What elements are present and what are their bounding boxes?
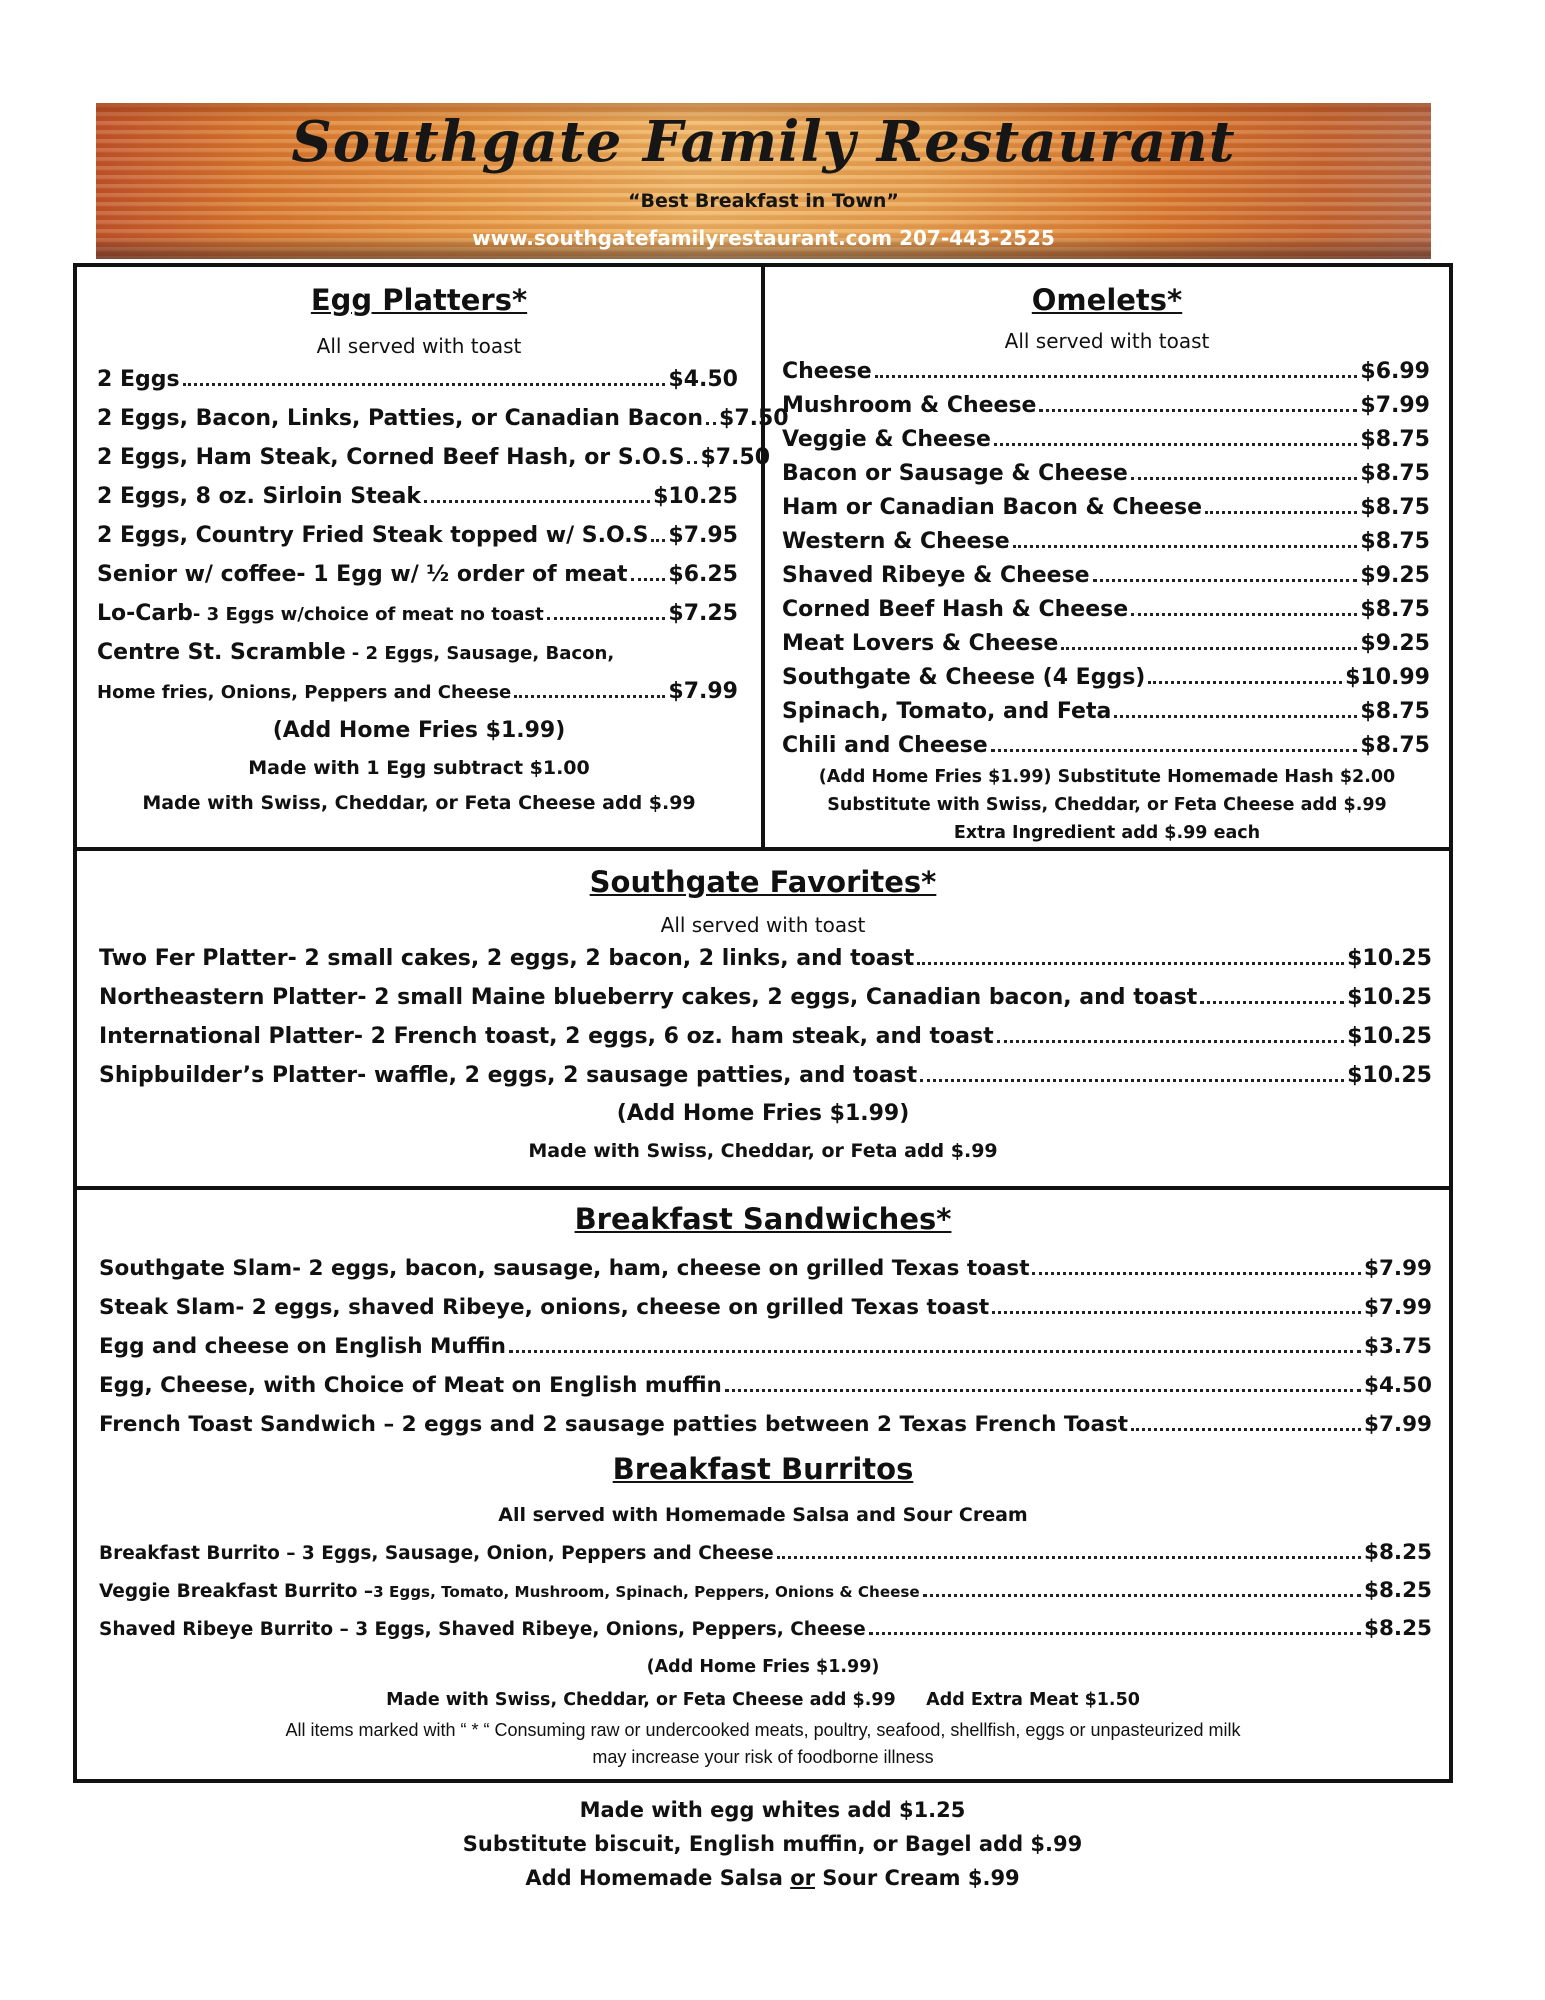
menu-item: Bacon or Sausage & Cheese $8.75	[782, 461, 1430, 486]
menu-item: 2 Eggs, Ham Steak, Corned Beef Hash, or S.O.S $7.50	[97, 445, 771, 470]
menu-item: Two Fer Platter- 2 small cakes, 2 eggs, 2 bacon, 2 links, and toast $10.25	[99, 946, 1432, 971]
menu-item: 2 Eggs $4.50	[97, 367, 738, 392]
section-title: Southgate Favorites*	[589, 865, 937, 899]
menu-item-scramble: Centre St. Scramble - 2 Eggs, Sausage, Bacon,	[97, 640, 615, 665]
menu-item: Meat Lovers & Cheese $9.25	[782, 631, 1430, 656]
disclaimer: All items marked with “ * “ Consuming raw or undercooked meats, poultry, seafood, shellfish, eggs or unpasteurized milk	[285, 1720, 1241, 1740]
note: Made with Swiss, Cheddar, or Feta add $.99	[528, 1140, 998, 1162]
or-underlined: or	[790, 1866, 815, 1890]
menu-item: Ham or Canadian Bacon & Cheese $8.75	[782, 495, 1430, 520]
menu-item: Egg, Cheese, with Choice of Meat on English muffin $4.50	[99, 1373, 1432, 1398]
menu-item: Egg and cheese on English Muffin $3.75	[99, 1334, 1432, 1359]
menu-item: International Platter- 2 French toast, 2 eggs, 6 oz. ham steak, and toast $10.25	[99, 1024, 1432, 1049]
note: Made with Swiss, Cheddar, or Feta Cheese add $.99	[142, 792, 696, 814]
menu-item: Northeastern Platter- 2 small Maine blueberry cakes, 2 eggs, Canadian bacon, and toast $10.25	[99, 985, 1432, 1010]
menu-item: 2 Eggs, Country Fried Steak topped w/ S.O.S $7.95	[97, 523, 738, 548]
menu-item: Lo-Carb - 3 Eggs w/choice of meat no toast $7.25	[97, 601, 738, 626]
section-title: Omelets*	[1031, 283, 1183, 317]
menu-item: Corned Beef Hash & Cheese $8.75	[782, 597, 1430, 622]
menu-item: Cheese $6.99	[782, 359, 1430, 384]
restaurant-banner	[96, 103, 1431, 259]
disclaimer: may increase your risk of foodborne illness	[592, 1747, 934, 1767]
menu-item: Western & Cheese $8.75	[782, 529, 1430, 554]
menu-item-scramble-cont: Home fries, Onions, Peppers and Cheese $7.99	[97, 679, 738, 704]
section-title: Breakfast Sandwiches*	[574, 1202, 952, 1236]
note: Made with Swiss, Cheddar, or Feta Cheese add $.99 Add Extra Meat $1.50	[386, 1690, 1140, 1710]
section-subtitle: All served with toast	[660, 913, 866, 937]
footer-line: Substitute biscuit, English muffin, or Bagel add $.99	[462, 1832, 1083, 1856]
note: (Add Home Fries $1.99) Substitute Homemade Hash $2.00	[818, 767, 1396, 787]
section-title: Egg Platters*	[310, 283, 528, 317]
note: (Add Home Fries $1.99)	[646, 1657, 880, 1677]
note: (Add Home Fries $1.99)	[616, 1101, 910, 1126]
menu-item: Shipbuilder’s Platter- waffle, 2 eggs, 2 sausage patties, and toast $10.25	[99, 1063, 1432, 1088]
footer-line: Made with egg whites add $1.25	[579, 1798, 966, 1822]
menu-item: Steak Slam- 2 eggs, shaved Ribeye, onions, cheese on grilled Texas toast $7.99	[99, 1295, 1432, 1320]
menu-item: Spinach, Tomato, and Feta $8.75	[782, 699, 1430, 724]
section-subtitle: All served with toast	[316, 334, 522, 358]
favorites-section	[73, 847, 1453, 1190]
menu-item: Senior w/ coffee- 1 Egg w/ ½ order of meat $6.25	[97, 562, 738, 587]
menu-item: Veggie & Cheese $8.75	[782, 427, 1430, 452]
menu-item: Shaved Ribeye & Cheese $9.25	[782, 563, 1430, 588]
menu-item: 2 Eggs, Bacon, Links, Patties, or Canadian Bacon $7.50	[97, 406, 789, 431]
menu-item: Breakfast Burrito – 3 Eggs, Sausage, Onion, Peppers and Cheese $8.25	[99, 1540, 1432, 1565]
menu-item: Shaved Ribeye Burrito – 3 Eggs, Shaved Ribeye, Onions, Peppers, Cheese $8.25	[99, 1616, 1432, 1641]
note: Extra Ingredient add $.99 each	[953, 823, 1261, 843]
website-phone: www.southgatefamilyrestaurant.com 207-443-2525	[472, 226, 1055, 250]
tagline: “Best Breakfast in Town”	[628, 190, 899, 212]
burritos-title: Breakfast Burritos	[612, 1452, 914, 1486]
menu-item: Veggie Breakfast Burrito – 3 Eggs, Tomato, Mushroom, Spinach, Peppers, Onions & Cheese $8.25	[99, 1578, 1432, 1603]
sandwiches-section	[73, 1186, 1453, 1783]
menu-item: Southgate Slam- 2 eggs, bacon, sausage, ham, cheese on grilled Texas toast $7.99	[99, 1256, 1432, 1281]
menu-item: 2 Eggs, 8 oz. Sirloin Steak $10.25	[97, 484, 738, 509]
menu-item: Chili and Cheese $8.75	[782, 733, 1430, 758]
footer-line: Add Homemade Salsa or Sour Cream $.99	[525, 1866, 1020, 1890]
egg-platters-section	[73, 263, 789, 851]
restaurant-name: Southgate Family Restaurant	[291, 109, 1236, 175]
menu-item: Mushroom & Cheese $7.99	[782, 393, 1430, 418]
note: (Add Home Fries $1.99)	[272, 718, 566, 743]
note: Substitute with Swiss, Cheddar, or Feta Cheese add $.99	[827, 795, 1387, 815]
burritos-subtitle: All served with Homemade Salsa and Sour Cream	[498, 1504, 1028, 1526]
section-subtitle: All served with toast	[1004, 329, 1210, 353]
note: Made with 1 Egg subtract $1.00	[248, 757, 590, 779]
omelets-section	[761, 263, 1453, 851]
menu-item: French Toast Sandwich – 2 eggs and 2 sausage patties between 2 Texas French Toast $7.99	[99, 1412, 1432, 1437]
menu-item: Southgate & Cheese (4 Eggs) $10.99	[782, 665, 1430, 690]
